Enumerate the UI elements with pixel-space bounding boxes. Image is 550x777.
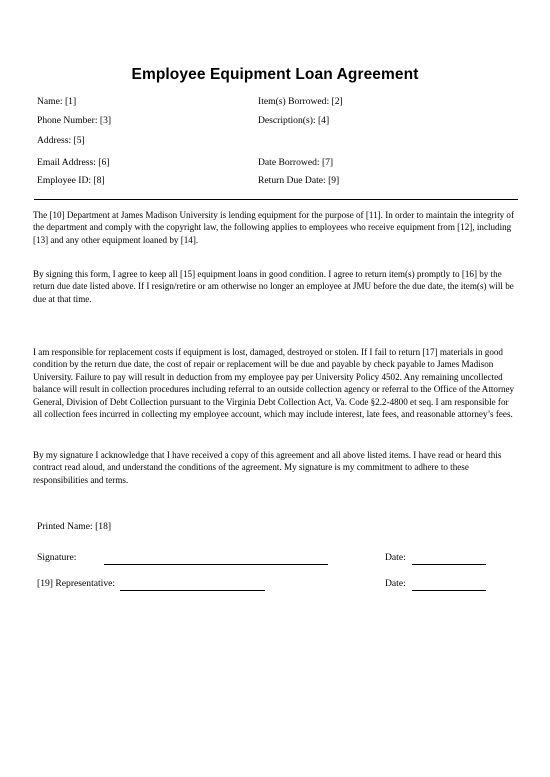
signature-label: Signature:	[37, 552, 77, 563]
paragraph-acknowledgement: By my signature I acknowledge that I have received a copy of this agreement and all above listed items. I have read or heard this contract read aloud, and understand the conditions of the agreement. My signature is my commitment to adhere to these responsibilities and terms.	[33, 450, 502, 485]
paragraph-purpose: The [10] Department at James Madison University is lending equipment for the purpose of [11]. In order to maintain the integrity of the department and comply with the copyright law, the following applies to employees who receive equipment from [12], including [13] and any other equipment loaned by [14].	[33, 210, 515, 245]
paragraph-responsibility: I am responsible for replacement costs if equipment is lost, damaged, destroyed or stolen. If I fail to return [17] materials in good condition by the return due date, the cost of repair or replacement will be due and payable by check payable to James Madison University. Failure to pay will result in deduction from my employee pay per University Policy 4502. Any remaining uncollected balance will result in collection procedures including referral to an outside collection agency or referral to the Office of the Attorney General, Division of Debt Collection pursuant to the Virginia Debt Collection Act, Va. Code §2.2-4800 et seq. I am responsible for all collection fees incurred in collecting my employee account, which may include interest, late fees, and reasonable attorney’s fees.	[33, 347, 515, 420]
date-line-signature	[412, 564, 486, 565]
items-borrowed-field: Item(s) Borrowed: [2]	[258, 96, 343, 107]
date-label-representative: Date:	[385, 578, 406, 589]
document-title: Employee Equipment Loan Agreement	[131, 66, 419, 83]
address-field: Address: [5]	[37, 135, 85, 146]
signature-line	[104, 564, 328, 565]
representative-label: [19] Representative:	[37, 578, 116, 589]
date-label-signature: Date:	[385, 552, 406, 563]
representative-line	[120, 590, 265, 591]
paragraph-condition: By signing this form, I agree to keep all [15] equipment loans in good condition. I agree to return item(s) promptly to [16] by the return due date listed above. If I resign/retire or am otherwise no longer an employee at JMU before the due date, the item(s) will be due at that time.	[33, 269, 514, 304]
printed-name-field: Printed Name: [18]	[37, 521, 112, 532]
date-borrowed-field: Date Borrowed: [7]	[258, 157, 334, 168]
name-field: Name: [1]	[37, 96, 77, 107]
employee-id-field: Employee ID: [8]	[37, 175, 105, 186]
header-divider	[34, 199, 518, 200]
return-due-field: Return Due Date: [9]	[258, 175, 340, 186]
date-line-representative	[412, 590, 486, 591]
phone-field: Phone Number: [3]	[37, 115, 112, 126]
email-field: Email Address: [6]	[37, 157, 110, 168]
description-field: Description(s): [4]	[258, 115, 330, 126]
